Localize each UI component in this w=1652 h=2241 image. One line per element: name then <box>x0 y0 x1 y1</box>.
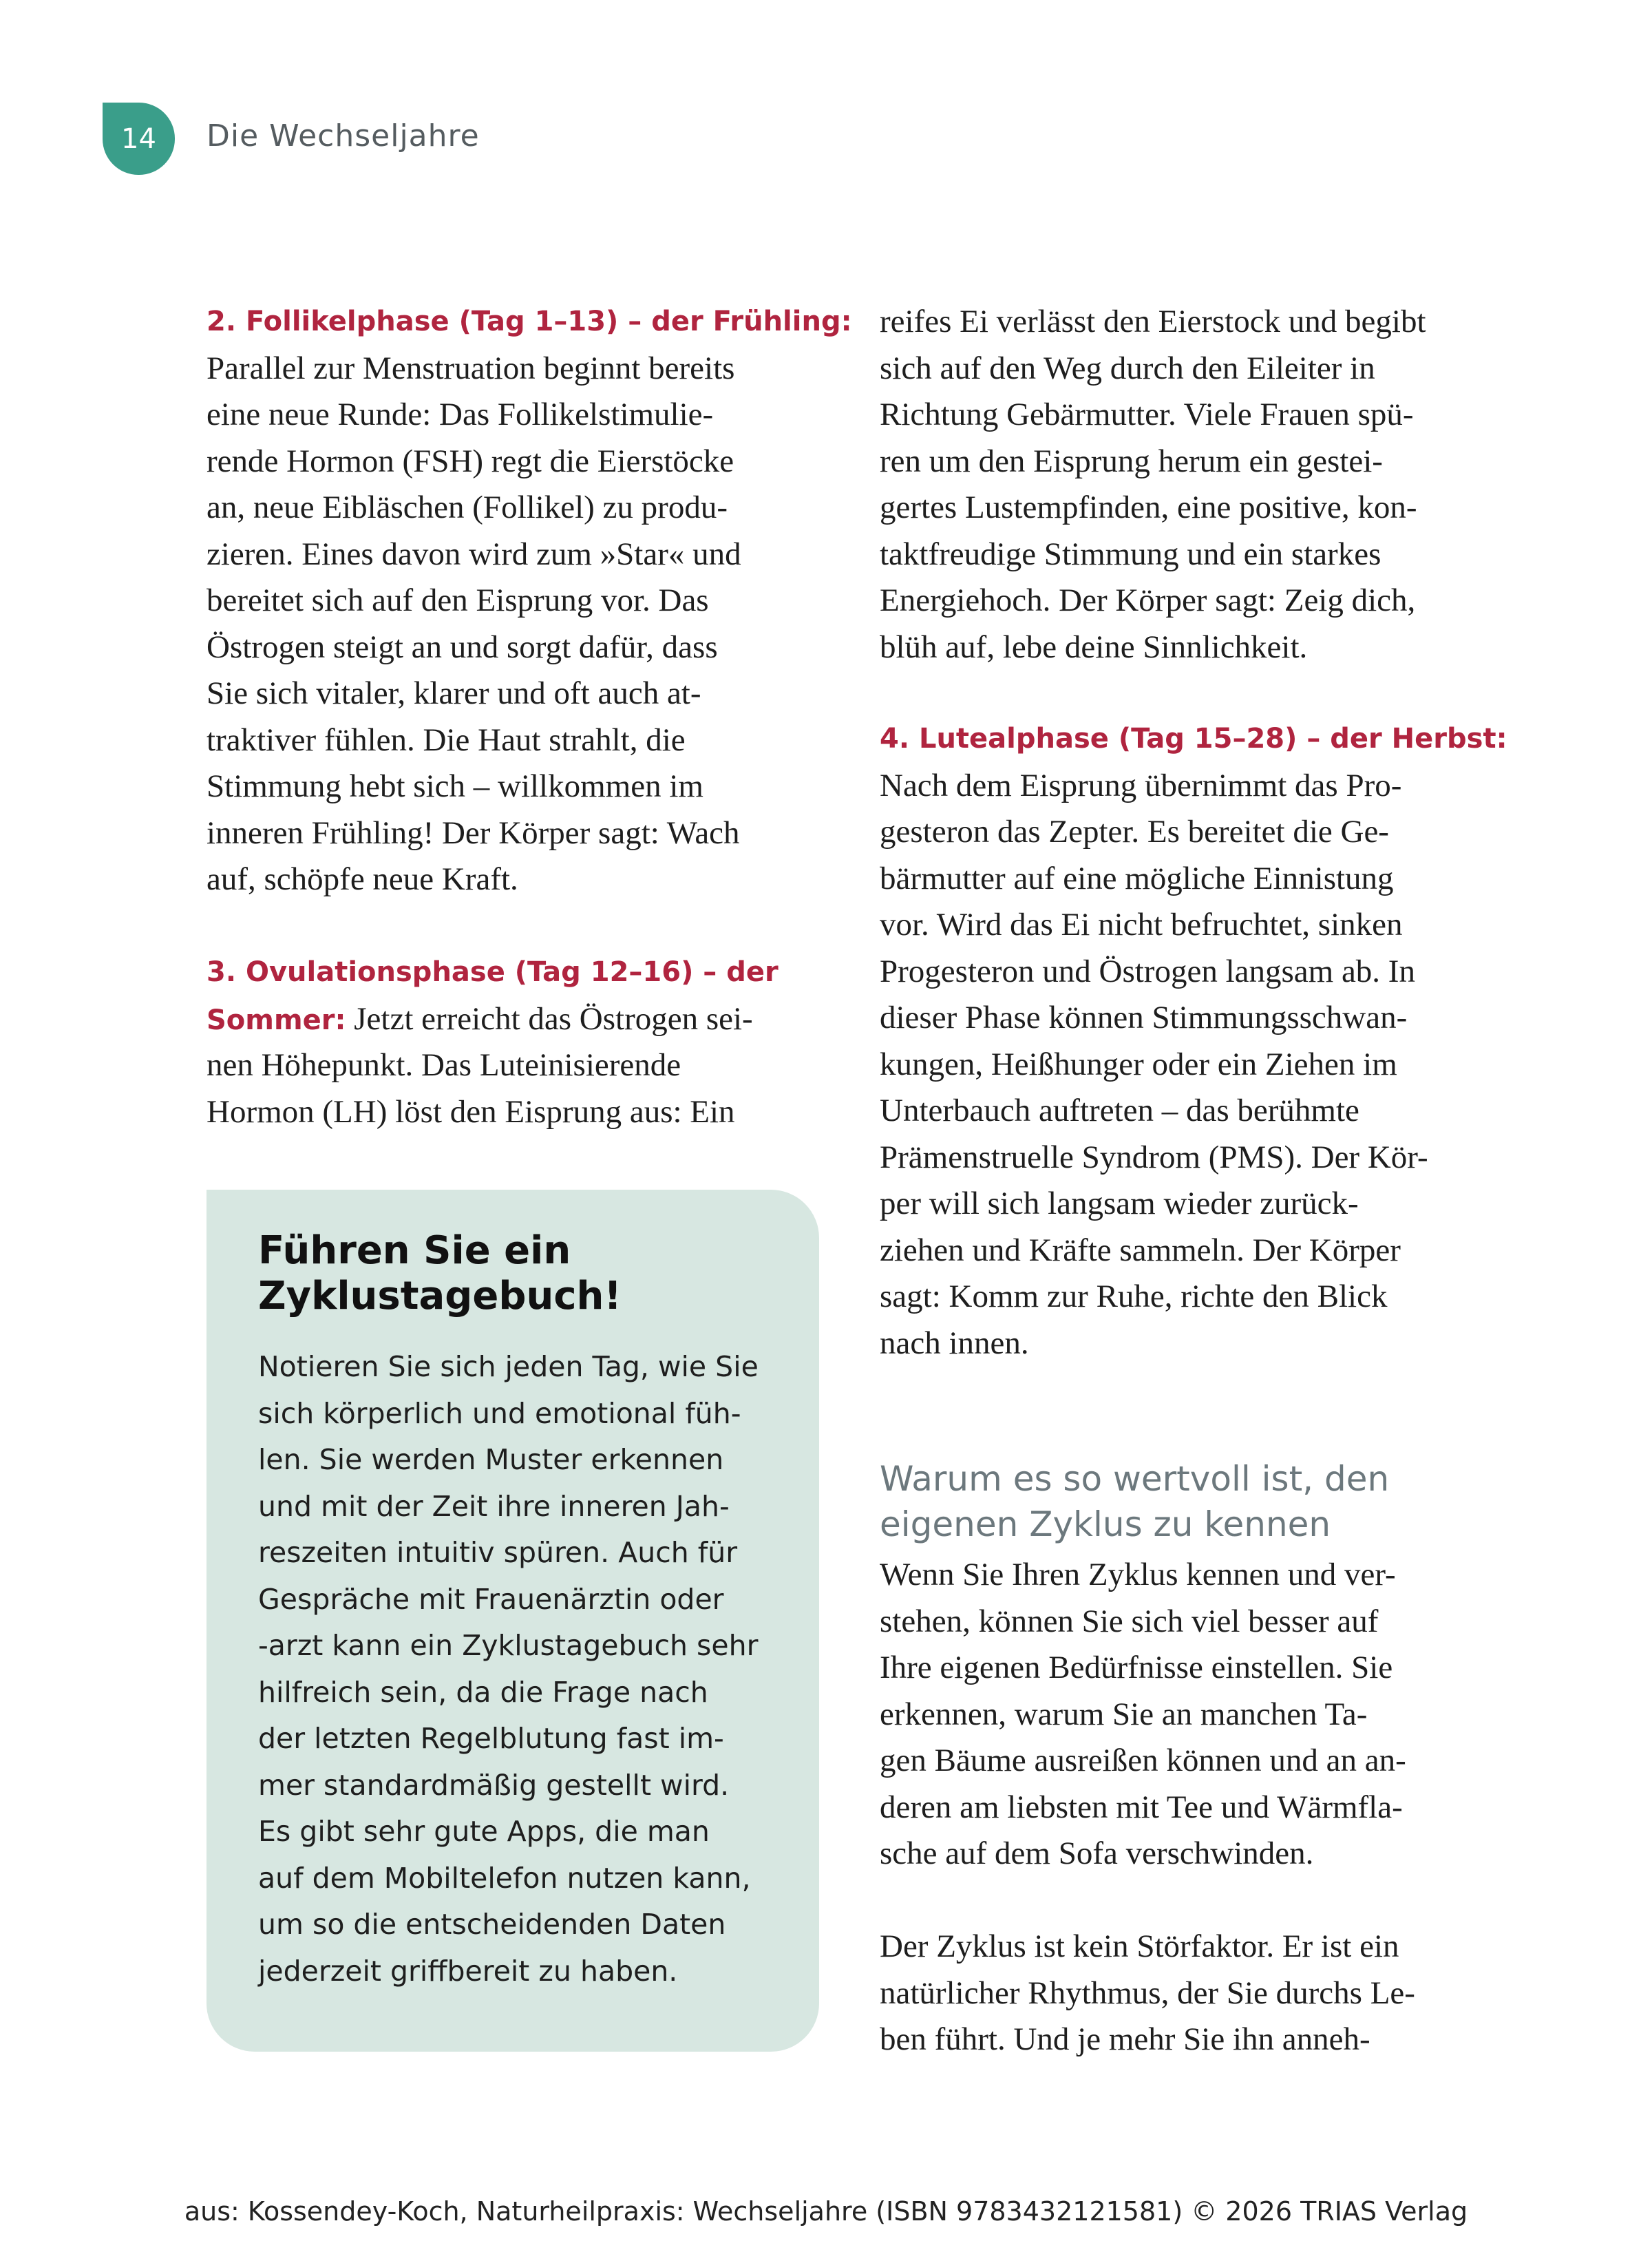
text-line: blüh auf, lebe deine Sinnlichkeit. <box>880 629 1308 665</box>
text-line: Es gibt sehr gute Apps, die man <box>258 1815 710 1848</box>
text-line: Jetzt erreicht das Östrogen sei- <box>346 1000 753 1037</box>
text-line: hilfreich sein, da die Frage nach <box>258 1675 708 1709</box>
text-line: sagt: Komm zur Ruhe, richte den Blick <box>880 1279 1388 1314</box>
text-line: natürlicher Rhythmus, der Sie durchs Le- <box>880 1975 1415 2011</box>
text-line: Energiehoch. Der Körper sagt: Zeig dich, <box>880 582 1416 618</box>
text-line: sich auf den Weg durch den Eileiter in <box>880 350 1375 386</box>
text-line: ben führt. Und je mehr Sie ihn anneh- <box>880 2021 1370 2057</box>
text-line: Wenn Sie Ihren Zyklus kennen und ver- <box>880 1557 1396 1592</box>
text-line: Unterbauch auftreten – das berühmte <box>880 1093 1359 1128</box>
paragraph-lutealphase <box>880 716 1507 1367</box>
phase-heading: 2. Follikelphase (Tag 1–13) – der Frühling: <box>206 306 852 337</box>
text-line: -arzt kann ein Zyklustagebuch sehr <box>258 1629 759 1662</box>
text-line: sche auf dem Sofa verschwinden. <box>880 1835 1314 1871</box>
text-line: zieren. Eines davon wird zum »Star« und <box>206 536 741 572</box>
text-line: Notieren Sie sich jeden Tag, wie Sie <box>258 1350 759 1383</box>
phase-heading: 3. Ovulationsphase (Tag 12–16) – der <box>206 956 779 988</box>
info-box-body <box>258 1344 759 1995</box>
text-line: Hormon (LH) löst den Eisprung aus: Ein <box>206 1093 735 1130</box>
text-line: eine neue Runde: Das Follikelstimulie- <box>206 397 714 432</box>
text-line: dieser Phase können Stimmungsschwan- <box>880 1000 1408 1035</box>
text-line: Stimmung hebt sich – willkommen im <box>206 768 703 804</box>
text-line: gen Bäume ausreißen können und an an- <box>880 1743 1406 1778</box>
running-title: Die Wechseljahre <box>206 118 480 154</box>
phase-heading: 4. Lutealphase (Tag 15–28) – der Herbst: <box>880 723 1507 755</box>
text-line: Zyklustagebuch! <box>258 1274 622 1318</box>
text-line: Der Zyklus ist kein Störfaktor. Er ist ein <box>880 1928 1399 1964</box>
text-line: bereitet sich auf den Eisprung vor. Das <box>206 582 709 618</box>
source-footer: aus: Kossendey-Koch, Naturheilpraxis: Wechseljahre (ISBN 9783432121581) © 2026 TRIAS Verlag <box>184 2196 1468 2227</box>
text-line: len. Sie werden Muster erkennen <box>258 1443 724 1476</box>
text-line: erkennen, warum Sie an manchen Ta- <box>880 1696 1368 1732</box>
paragraph-follikelphase <box>206 299 852 903</box>
paragraph-why-valuable <box>880 1552 1406 1877</box>
text-line: auf, schöpfe neue Kraft. <box>206 861 518 897</box>
paragraph-natural-rhythm <box>880 1924 1415 2063</box>
paragraph-ovulationsphase <box>206 949 779 1135</box>
text-line: auf dem Mobiltelefon nutzen kann, <box>258 1861 751 1895</box>
text-line: Sie sich vitaler, klarer und oft auch at- <box>206 675 701 711</box>
section-heading <box>880 1456 1389 1547</box>
text-line: eigenen Zyklus zu kennen <box>880 1504 1331 1544</box>
paragraph-ovulation-continued <box>880 299 1426 671</box>
text-line: der letzten Regelblutung fast im- <box>258 1722 724 1755</box>
text-line: Parallel zur Menstruation beginnt bereits <box>206 350 735 386</box>
text-line: sich körperlich und emotional füh- <box>258 1396 741 1430</box>
text-line: Warum es so wertvoll ist, den <box>880 1459 1390 1499</box>
text-line: kungen, Heißhunger oder ein Ziehen im <box>880 1046 1397 1082</box>
text-line: reszeiten intuitiv spüren. Auch für <box>258 1536 738 1569</box>
page-number-badge <box>103 103 175 175</box>
text-line: nen Höhepunkt. Das Luteinisierende <box>206 1047 681 1083</box>
text-line: vor. Wird das Ei nicht befruchtet, sinken <box>880 907 1403 943</box>
text-line: Gespräche mit Frauenärztin oder <box>258 1582 724 1616</box>
text-line: per will sich langsam wieder zurück- <box>880 1186 1359 1221</box>
text-line: rende Hormon (FSH) regt die Eierstöcke <box>206 443 734 479</box>
text-line: reifes Ei verlässt den Eierstock und begibt <box>880 304 1426 339</box>
text-line: taktfreudige Stimmung und ein starkes <box>880 536 1381 572</box>
text-line: bärmutter auf eine mögliche Einnistung <box>880 860 1394 896</box>
text-line: Nach dem Eisprung übernimmt das Pro- <box>880 767 1402 803</box>
text-line: um so die entscheidenden Daten <box>258 1908 726 1941</box>
info-box <box>206 1190 819 2052</box>
text-line: Östrogen steigt an und sorgt dafür, dass <box>206 629 718 665</box>
text-line: an, neue Eibläschen (Follikel) zu produ- <box>206 490 728 525</box>
text-line: Führen Sie ein <box>258 1228 571 1273</box>
text-line: ren um den Eisprung herum ein gestei- <box>880 443 1383 479</box>
text-line: ziehen und Kräfte sammeln. Der Körper <box>880 1232 1401 1268</box>
text-line: deren am liebsten mit Tee und Wärmfla- <box>880 1789 1403 1825</box>
text-line: Ihre eigenen Bedürfnisse einstellen. Sie <box>880 1650 1393 1685</box>
text-line: traktiver fühlen. Die Haut strahlt, die <box>206 722 686 758</box>
text-line: Progesteron und Östrogen langsam ab. In <box>880 953 1415 989</box>
text-line: mer standardmäßig gestellt wird. <box>258 1768 730 1802</box>
text-line: inneren Frühling! Der Körper sagt: Wach <box>206 814 740 851</box>
text-line: gesteron das Zepter. Es bereitet die Ge- <box>880 814 1389 850</box>
page-number: 14 <box>121 123 156 155</box>
text-line: Richtung Gebärmutter. Viele Frauen spü- <box>880 397 1414 432</box>
text-line: nach innen. <box>880 1325 1029 1361</box>
text-line: stehen, können Sie sich viel besser auf <box>880 1603 1379 1639</box>
text-line: und mit der Zeit ihre inneren Jah- <box>258 1489 730 1523</box>
text-line: jederzeit griffbereit zu haben. <box>258 1954 678 1988</box>
phase-heading: Sommer: <box>206 1004 346 1036</box>
info-box-title <box>258 1228 622 1319</box>
text-line: gertes Lustempfinden, eine positive, kon- <box>880 490 1417 525</box>
text-line: Prämenstruelle Syndrom (PMS). Der Kör- <box>880 1139 1428 1175</box>
